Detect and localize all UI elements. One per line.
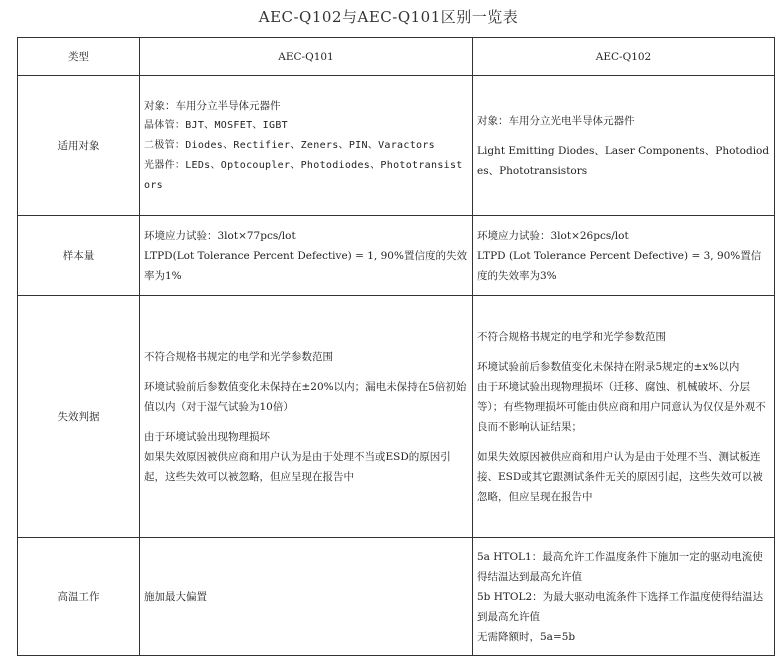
cell-line: 由于环境试验出现物理损坏 — [144, 430, 270, 443]
cell-line: 如果失效原因被供应商和用户认为是由于处理不当、测试板连接、ESD或其它跟测试条件无关的原因引起，这些失效可以被忽略，但应呈现在报告中 — [477, 450, 763, 503]
q101-cell — [140, 216, 473, 296]
cell-line: Light Emitting Diodes、Laser Components、Photodiodes、Phototransistors — [477, 144, 770, 177]
cell-line: 施加最大偏置 — [144, 590, 207, 603]
table-row — [18, 216, 775, 296]
cell-line: 环境试验前后参数值变化未保持在±20%以内；漏电未保持在5倍初始值以内（对于湿气试验为10倍） — [144, 380, 467, 413]
table-header-row — [18, 38, 775, 76]
row-type-label: 高温工作 — [18, 538, 140, 656]
cell-line: 如果失效原因被供应商和用户认为是由于处理不当或ESD的原因引起，这些失效可以被忽略，但应呈现在报告中 — [144, 450, 451, 483]
cell-line: 对象：车用分立半导体元器件 — [144, 99, 281, 112]
header-type: 类型 — [18, 38, 140, 76]
table-row — [18, 538, 775, 656]
comparison-table — [17, 37, 775, 656]
page-title: AEC-Q102与AEC-Q101区别一览表 — [258, 8, 519, 26]
cell-line: 对象：车用分立光电半导体元器件 — [477, 114, 635, 127]
cell-line: 5a HTOL1：最高允许工作温度条件下施加一定的驱动电流使得结温达到最高允许值 — [477, 550, 763, 583]
row-type-label: 失效判据 — [18, 296, 140, 538]
q102-cell — [473, 216, 775, 296]
cell-line: 二极管：Diodes、Rectifier、Zeners、PIN、Varactors — [144, 139, 435, 151]
q101-cell — [140, 76, 473, 216]
cell-line: 晶体管：BJT、MOSFET、IGBT — [144, 119, 288, 131]
cell-line: 5b HTOL2：为最大驱动电流条件下选择工作温度使得结温达到最高允许值 — [477, 590, 764, 623]
cell-line: LTPD(Lot Tolerance Percent Defective) = 1, 90%置信度的失效率为1% — [144, 249, 467, 282]
q102-cell — [473, 76, 775, 216]
cell-line: 环境应力试验：3lot×77pcs/lot — [144, 229, 296, 242]
row-type-label: 适用对象 — [18, 76, 140, 216]
cell-line: 无需降额时，5a=5b — [477, 630, 576, 643]
q102-cell — [473, 296, 775, 538]
header-q101: AEC-Q101 — [140, 38, 473, 76]
cell-line: 由于环境试验出现物理损坏（迁移、腐蚀、机械破坏、分层等）；有些物理损坏可能由供应商和用户同意认为仅仅是外观不良而不影响认证结果； — [477, 380, 766, 433]
cell-line: 不符合规格书规定的电学和光学参数范围 — [477, 330, 666, 343]
cell-line: 光器件：LEDs、Optocoupler、Photodiodes、Phototransistors — [144, 159, 463, 191]
cell-line: 不符合规格书规定的电学和光学参数范围 — [144, 350, 333, 363]
cell-line: LTPD (Lot Tolerance Percent Defective) = 3, 90%置信度的失效率为3% — [477, 249, 762, 282]
cell-line: 环境应力试验：3lot×26pcs/lot — [477, 229, 629, 242]
q101-cell — [140, 296, 473, 538]
table-row — [18, 296, 775, 538]
header-q102: AEC-Q102 — [473, 38, 775, 76]
row-type-label: 样本量 — [18, 216, 140, 296]
cell-line: 环境试验前后参数值变化未保持在附录5规定的±x%以内 — [477, 360, 740, 373]
q101-cell — [140, 538, 473, 656]
table-row — [18, 76, 775, 216]
q102-cell — [473, 538, 775, 656]
